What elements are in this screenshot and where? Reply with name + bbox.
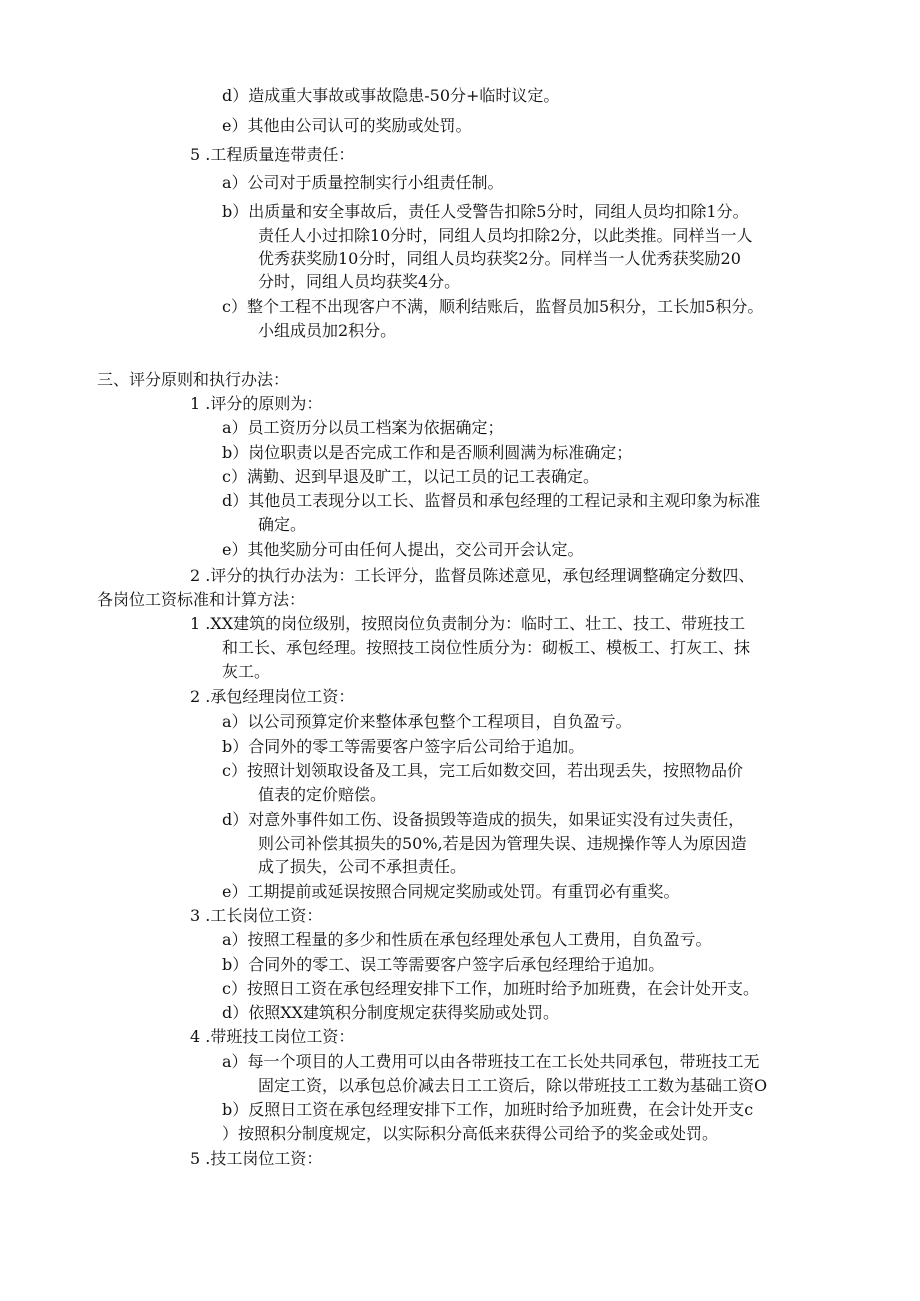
text-line: a）每一个项目的人工费用可以由各带班技工在工长处共同承包，带班技工无 (222, 1052, 760, 1071)
section-heading: 5 .技工岗位工资： (190, 1149, 323, 1168)
section-heading: 5 .工程质量连带责任： (190, 145, 355, 164)
text-line: 分时，同组人员均获奖4分。 (258, 272, 461, 291)
text-line: a）以公司预算定价来整体承包整个工程项目，自负盈亏。 (222, 712, 632, 731)
section-heading: 三、评分原则和执行办法： (97, 370, 290, 389)
text-line: 优秀获奖励10分时，同组人员均获奖2分。同样当一人优秀获奖励20 (258, 249, 741, 268)
text-line: c）按照计划领取设备及工具，完工后如数交回，若出现丢失，按照物品价 (222, 761, 743, 780)
text-line: a）公司对于质量控制实行小组责任制。 (222, 173, 504, 192)
text-line: 值表的定价赔偿。 (258, 785, 387, 804)
text-line: d）对意外事件如工伤、设备损毁等造成的损失，如果证实没有过失责任， (222, 810, 745, 829)
section-heading: 2 .评分的执行办法为：工长评分，监督员陈述意见，承包经理调整确定分数四、 (190, 566, 755, 585)
text-line: 和工长、承包经理。按照技工岗位性质分为：砌板工、模板工、打灰工、抹 (222, 638, 751, 657)
text-line: ）按照积分制度规定，以实际积分高低来获得公司给予的奖金或处罚。 (222, 1124, 719, 1143)
text-line: c）按照日工资在承包经理安排下工作，加班时给予加班费，在会计处开支。 (222, 979, 759, 998)
text-line: 确定。 (258, 515, 307, 534)
text-line: e）工期提前或延误按照合同规定奖励或处罚。有重罚必有重奖。 (222, 882, 680, 901)
text-line: 固定工资，以承包总价减去日工工资后，除以带班技工工数为基础工资O (258, 1076, 768, 1095)
text-line: b）反照日工资在承包经理安排下工作，加班时给予加班费，在会计处开支c (222, 1100, 754, 1119)
text-line: 灰工。 (222, 662, 271, 681)
text-line: c）满勤、迟到早退及旷工，以记工员的记工表确定。 (222, 467, 599, 486)
section-heading: 2 .承包经理岗位工资： (190, 687, 355, 706)
text-line: a）按照工程量的多少和性质在承包经理处承包人工费用，自负盈亏。 (222, 930, 712, 949)
text-line: e）其他奖励分可由任何人提出，交公司开会认定。 (222, 540, 584, 559)
section-heading: 4 .带班技工岗位工资： (190, 1027, 355, 1046)
section-heading: 1 .XX建筑的岗位级别，按照岗位负责制分为：临时工、壮工、技工、带班技工 (190, 614, 746, 633)
text-line: b）出质量和安全事故后，责任人受警告扣除5分时，同组人员均扣除1分。 (222, 202, 749, 221)
text-line: b）岗位职责以是否完成工作和是否顺利圆满为标准确定； (222, 443, 633, 462)
text-line: 小组成员加2积分。 (258, 321, 397, 340)
text-line: c）整个工程不出现客户不满，顺利结账后，监督员加5积分，工长加5积分。 (222, 297, 764, 316)
text-line: d）造成重大事故或事故隐患-50分+临时议定。 (222, 86, 560, 105)
text-line: 责任人小过扣除10分时，同组人员均扣除2分，以此类推。同样当一人 (258, 226, 753, 245)
text-line: b）合同外的零工、误工等需要客户签字后承包经理给于追加。 (222, 955, 665, 974)
section-heading: 各岗位工资标准和计算方法： (97, 590, 306, 609)
text-line: d）其他员工表现分以工长、监督员和承包经理的工程记录和主观印象为标准 (222, 491, 761, 510)
text-line: 则公司补偿其损失的50%,若是因为管理失误、违规操作等人为原因造 (258, 834, 747, 853)
text-line: a）员工资历分以员工档案为依据确定； (222, 418, 504, 437)
section-heading: 1 .评分的原则为： (190, 394, 323, 413)
text-line: e）其他由公司认可的奖励或处罚。 (222, 116, 472, 135)
text-line: d）依照XX建筑积分制度规定获得奖励或处罚。 (222, 1003, 560, 1022)
text-line: 成了损失，公司不承担责任。 (258, 857, 467, 876)
section-heading: 3 .工长岗位工资： (190, 906, 323, 925)
text-line: b）合同外的零工等需要客户签字后公司给于追加。 (222, 737, 585, 756)
